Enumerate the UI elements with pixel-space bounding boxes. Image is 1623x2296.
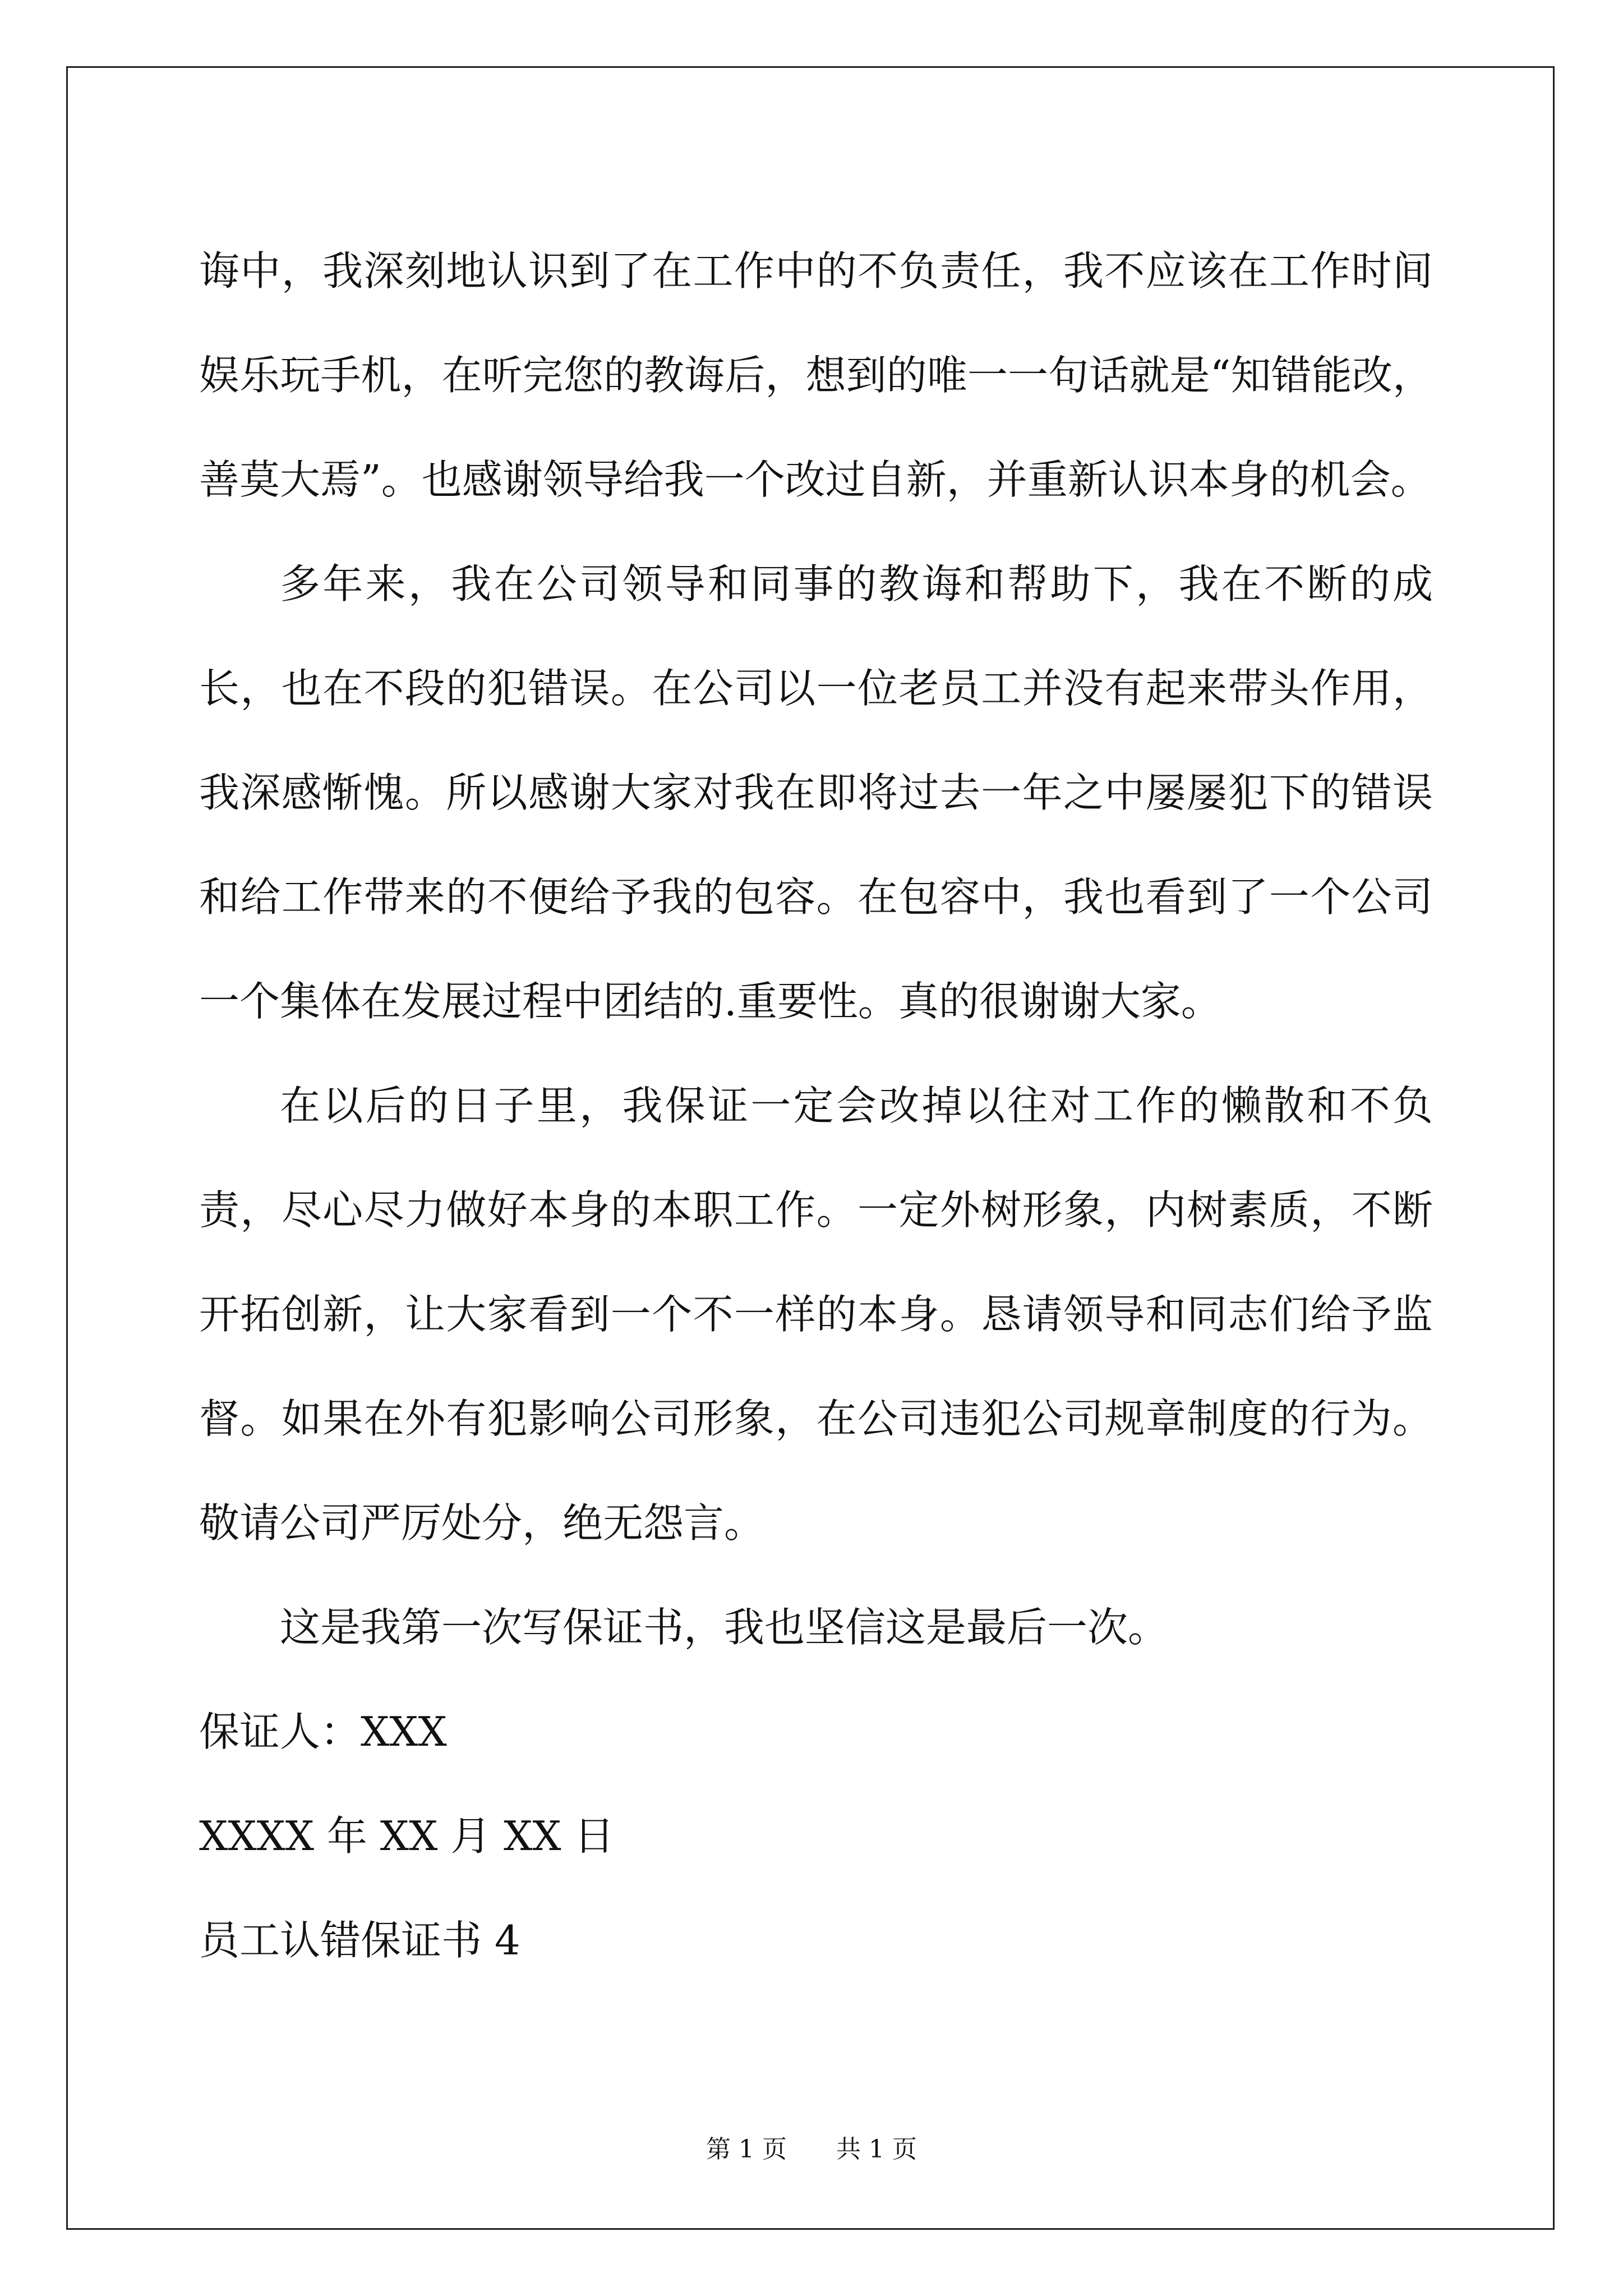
guarantor-line: 保证人：XXX: [199, 1708, 447, 1755]
paragraph-3: 在以后的日子里，我保证一定会改掉以往对工作的懒散和不负责，尽心尽力做好本身的本职工作。一定外树形象，内树素质，不断开拓创新，让大家看到一个不一样的本身。恳请领导和同志们给予监督。如果在外有犯影响公司形象，在公司违犯公司规章制度的行为。敬请公司严厉处分，绝无怨言。: [199, 1082, 1433, 1547]
page-footer: [0, 2129, 1623, 2165]
paragraph-4: 这是我第一次写保证书，我也坚信这是最后一次。: [280, 1604, 1169, 1651]
page-number: 第 1 页: [706, 2135, 787, 2164]
document-body: [199, 219, 1433, 1993]
page-total: 共 1 页: [836, 2135, 917, 2164]
date-line: XXXX 年 XX 月 XX 日: [199, 1812, 615, 1860]
next-section-title: 员工认错保证书 4: [199, 1917, 520, 1964]
paragraph-1: 诲中，我深刻地认识到了在工作中的不负责任，我不应该在工作时间娱乐玩手机，在听完您的教诲后，想到的唯一一句话就是“知错能改，善莫大焉”。也感谢领导给我一个改过自新，并重新认识本身的机会。: [199, 247, 1433, 503]
paragraph-2: 多年来，我在公司领导和同事的教诲和帮助下，我在不断的成长，也在不段的犯错误。在公司以一位老员工并没有起来带头作用，我深感惭愧。所以感谢大家对我在即将过去一年之中屡屡犯下的错误和给工作带来的不便给予我的包容。在包容中，我也看到了一个公司一个集体在发展过程中团结的.重要性。真的很谢谢大家。: [199, 560, 1433, 1025]
